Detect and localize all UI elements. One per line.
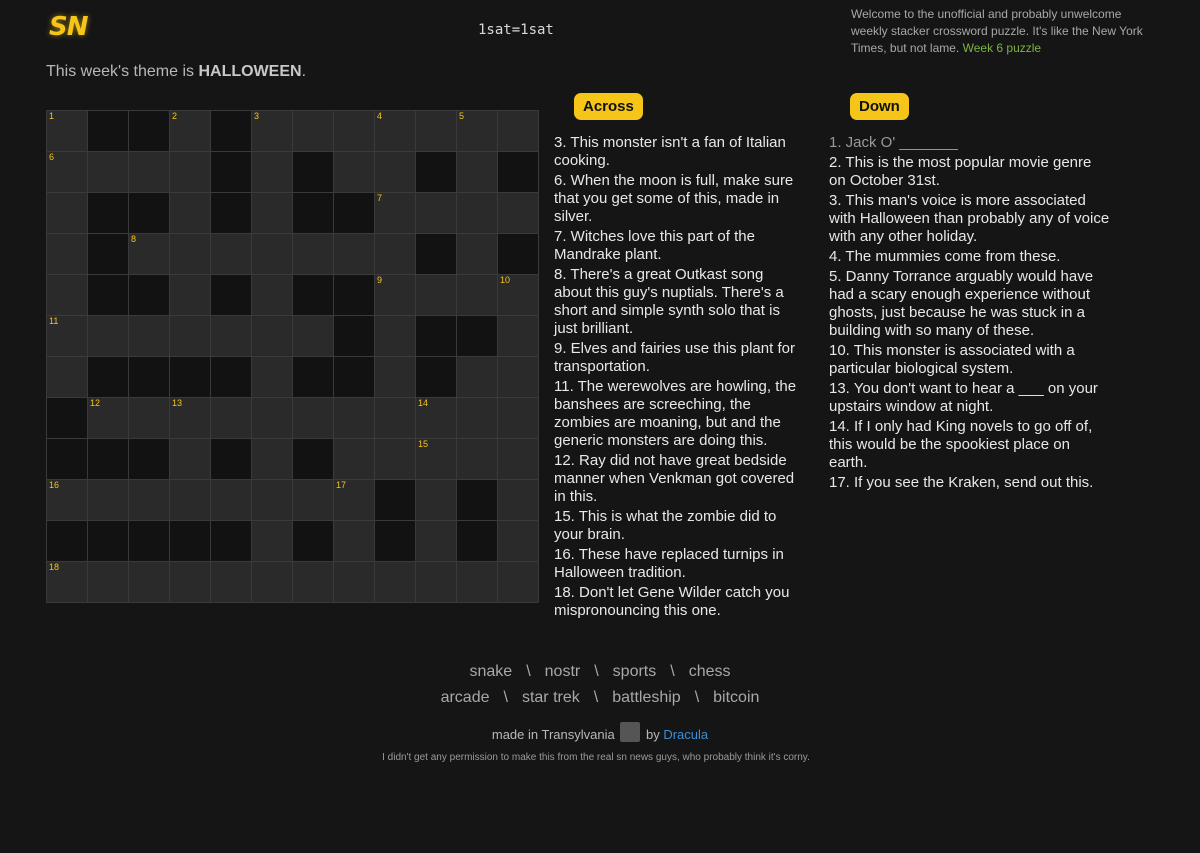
- grid-cell-blocked: [211, 439, 252, 480]
- grid-cell[interactable]: [457, 439, 498, 480]
- grid-cell[interactable]: [211, 480, 252, 521]
- grid-cell[interactable]: [211, 562, 252, 603]
- across-clue[interactable]: 6. When the moon is full, make sure that you get some of this, made in silver.: [554, 172, 794, 225]
- grid-cell[interactable]: [129, 234, 170, 275]
- by-text: by: [645, 727, 660, 742]
- clue-number: 2: [172, 111, 178, 121]
- grid-cell[interactable]: [170, 193, 211, 234]
- down-clue[interactable]: 3. This man's voice is more associated with Halloween than probably any of voice with any other holiday.: [829, 192, 1110, 245]
- grid-cell-blocked: [375, 480, 416, 521]
- grid-cell-blocked: [293, 152, 334, 193]
- grid-cell[interactable]: [170, 480, 211, 521]
- grid-cell[interactable]: [457, 398, 498, 439]
- grid-cell[interactable]: [498, 275, 539, 316]
- clue-number: 11: [49, 316, 59, 326]
- disclaimer: I didn't get any permission to make this from the real sn news guys, who probably think it's corny.: [382, 752, 810, 763]
- grid-cell-blocked: [334, 275, 375, 316]
- grid-cell[interactable]: [47, 357, 88, 398]
- grid-cell[interactable]: [375, 398, 416, 439]
- game-link[interactable]: arcade: [440, 689, 490, 706]
- grid-cell[interactable]: [375, 439, 416, 480]
- down-clue[interactable]: 13. You don't want to hear a ___ on your upstairs window at night.: [829, 380, 1098, 415]
- grid-cell[interactable]: [170, 152, 211, 193]
- grid-cell-blocked: [211, 193, 252, 234]
- grid-cell[interactable]: [457, 193, 498, 234]
- game-links-row-2: [0, 689, 1200, 707]
- grid-cell-blocked: [293, 439, 334, 480]
- grid-cell[interactable]: [334, 111, 375, 152]
- across-clue[interactable]: 16. These have replaced turnips in Halloween tradition.: [554, 546, 784, 581]
- grid-cell[interactable]: [498, 562, 539, 603]
- grid-cell[interactable]: [457, 562, 498, 603]
- grid-cell[interactable]: [47, 111, 88, 152]
- across-clue[interactable]: 18. Don't let Gene Wilder catch you mispronouncing this one.: [554, 584, 790, 619]
- author-link[interactable]: Dracula: [663, 727, 709, 742]
- down-clue[interactable]: 14. If I only had King novels to go off of, this would be the spookiest place on earth.: [829, 418, 1093, 471]
- grid-cell[interactable]: [252, 111, 293, 152]
- grid-cell[interactable]: [498, 316, 539, 357]
- grid-cell[interactable]: [88, 316, 129, 357]
- grid-cell-blocked: [47, 439, 88, 480]
- grid-cell[interactable]: [88, 398, 129, 439]
- puzzle-link[interactable]: Week 6 puzzle: [962, 41, 1042, 55]
- grid-cell[interactable]: [47, 275, 88, 316]
- grid-cell[interactable]: [88, 480, 129, 521]
- grid-cell[interactable]: [47, 193, 88, 234]
- grid-cell-blocked: [498, 234, 539, 275]
- grid-cell[interactable]: [498, 193, 539, 234]
- across-clue[interactable]: 11. The werewolves are howling, the banshees are screeching, the zombies are moaning, but and the generic monsters are doing this.: [554, 378, 797, 449]
- grid-cell[interactable]: [293, 234, 334, 275]
- across-clue[interactable]: 12. Ray did not have great bedside manner when Venkman got covered in this.: [554, 452, 795, 505]
- grid-cell[interactable]: [170, 398, 211, 439]
- grid-cell[interactable]: [416, 439, 457, 480]
- clue-number: 13: [172, 398, 183, 408]
- grid-cell[interactable]: [211, 234, 252, 275]
- grid-cell-blocked: [416, 152, 457, 193]
- game-link[interactable]: bitcoin: [713, 689, 760, 706]
- grid-cell[interactable]: [334, 152, 375, 193]
- grid-cell[interactable]: [498, 521, 539, 562]
- grid-cell-blocked: [88, 193, 129, 234]
- welcome-text: Welcome to the unofficial and probably unwelcome weekly stacker crossword puzzle. It's like the New York Times, but not lame.: [851, 7, 1143, 55]
- clue-number: 1: [49, 111, 55, 121]
- grid-cell[interactable]: [129, 316, 170, 357]
- grid-cell[interactable]: [129, 480, 170, 521]
- grid-cell-blocked: [334, 193, 375, 234]
- grid-cell[interactable]: [416, 275, 457, 316]
- grid-cell-blocked: [129, 111, 170, 152]
- down-clue[interactable]: 4. The mummies come from these.: [829, 248, 1061, 265]
- grid-cell[interactable]: [334, 234, 375, 275]
- grid-cell[interactable]: [498, 398, 539, 439]
- clue-number: 16: [49, 480, 60, 490]
- grid-cell-blocked: [88, 439, 129, 480]
- grid-cell-blocked: [375, 521, 416, 562]
- grid-cell[interactable]: [498, 357, 539, 398]
- across-clue[interactable]: 9. Elves and fairies use this plant for transportation.: [554, 340, 795, 375]
- grid-cell-blocked: [293, 275, 334, 316]
- grid-cell[interactable]: [252, 316, 293, 357]
- grid-cell[interactable]: [129, 562, 170, 603]
- grid-cell-blocked: [416, 316, 457, 357]
- grid-cell[interactable]: [334, 439, 375, 480]
- grid-cell-blocked: [211, 152, 252, 193]
- clue-number: 18: [49, 562, 60, 572]
- link-separator: \: [670, 663, 675, 680]
- grid-cell[interactable]: [170, 439, 211, 480]
- grid-cell[interactable]: [170, 562, 211, 603]
- made-in-text: made in Transylvania: [491, 727, 615, 742]
- grid-cell[interactable]: [334, 480, 375, 521]
- grid-cell-blocked: [129, 193, 170, 234]
- grid-cell[interactable]: [88, 562, 129, 603]
- grid-cell[interactable]: [252, 480, 293, 521]
- link-separator: \: [526, 663, 531, 680]
- grid-cell[interactable]: [334, 398, 375, 439]
- grid-cell-blocked: [498, 152, 539, 193]
- grid-cell[interactable]: [211, 316, 252, 357]
- grid-cell[interactable]: [375, 193, 416, 234]
- grid-cell[interactable]: [252, 152, 293, 193]
- theme-line: [46, 63, 306, 81]
- welcome-blurb: [851, 6, 1151, 57]
- grid-cell-blocked: [457, 521, 498, 562]
- grid-cell-blocked: [129, 521, 170, 562]
- clue-number: 15: [418, 439, 429, 449]
- clue-number: 14: [418, 398, 429, 408]
- clue-number: 3: [254, 111, 260, 121]
- grid-cell[interactable]: [293, 316, 334, 357]
- grid-cell-blocked: [211, 275, 252, 316]
- grid-cell[interactable]: [47, 234, 88, 275]
- across-clue[interactable]: 3. This monster isn't a fan of Italian cooking.: [554, 134, 786, 169]
- across-clue[interactable]: 15. This is what the zombie did to your brain.: [554, 508, 777, 543]
- dracula-avatar: [620, 722, 640, 742]
- grid-cell[interactable]: [375, 111, 416, 152]
- grid-cell[interactable]: [334, 562, 375, 603]
- game-links-row-1: [0, 663, 1200, 681]
- grid-cell-blocked: [457, 316, 498, 357]
- grid-cell[interactable]: [334, 521, 375, 562]
- down-header: Down: [850, 93, 909, 120]
- grid-cell[interactable]: [252, 439, 293, 480]
- theme-name: HALLOWEEN: [198, 63, 302, 80]
- grid-cell-blocked: [293, 357, 334, 398]
- down-clue[interactable]: 5. Danny Torrance arguably would have had a scary enough experience without ghosts, just because he was stuck in a building with so many of these.: [829, 268, 1094, 339]
- grid-cell[interactable]: [457, 111, 498, 152]
- game-link[interactable]: star trek: [521, 689, 580, 706]
- grid-cell[interactable]: [293, 111, 334, 152]
- clue-number: 7: [377, 193, 383, 203]
- clue-number: 5: [459, 111, 465, 121]
- grid-cell[interactable]: [457, 275, 498, 316]
- grid-cell-blocked: [170, 357, 211, 398]
- grid-cell-blocked: [88, 521, 129, 562]
- crossword-grid: [46, 110, 539, 603]
- grid-cell[interactable]: [252, 398, 293, 439]
- down-clue[interactable]: 10. This monster is associated with a particular biological system.: [829, 342, 1075, 377]
- game-link[interactable]: battleship: [612, 689, 681, 706]
- grid-cell[interactable]: [252, 562, 293, 603]
- grid-cell[interactable]: [252, 521, 293, 562]
- game-link[interactable]: snake: [469, 663, 513, 680]
- grid-cell[interactable]: [457, 357, 498, 398]
- grid-cell[interactable]: [88, 152, 129, 193]
- grid-cell[interactable]: [170, 316, 211, 357]
- grid-cell-blocked: [293, 193, 334, 234]
- clue-number: 9: [377, 275, 383, 285]
- grid-cell-blocked: [88, 357, 129, 398]
- grid-cell[interactable]: [170, 234, 211, 275]
- grid-cell-blocked: [170, 521, 211, 562]
- across-clue[interactable]: 7. Witches love this part of the Mandrake plant.: [554, 228, 755, 263]
- grid-cell[interactable]: [129, 398, 170, 439]
- grid-cell[interactable]: [457, 152, 498, 193]
- grid-cell[interactable]: [375, 275, 416, 316]
- grid-cell-blocked: [88, 275, 129, 316]
- link-separator: \: [694, 689, 700, 706]
- grid-cell-blocked: [129, 275, 170, 316]
- grid-cell-blocked: [293, 521, 334, 562]
- down-clue[interactable]: 17. If you see the Kraken, send out this.: [829, 474, 1094, 491]
- theme-suffix: .: [301, 63, 307, 80]
- made-in-line: [0, 722, 1200, 742]
- grid-cell[interactable]: [252, 193, 293, 234]
- grid-cell[interactable]: [170, 111, 211, 152]
- grid-cell-blocked: [47, 398, 88, 439]
- across-clues: [554, 134, 804, 622]
- grid-cell[interactable]: [47, 562, 88, 603]
- grid-cell[interactable]: [498, 480, 539, 521]
- grid-cell-blocked: [211, 357, 252, 398]
- grid-cell[interactable]: [416, 480, 457, 521]
- grid-cell[interactable]: [293, 398, 334, 439]
- clue-number: 10: [500, 275, 511, 285]
- grid-cell[interactable]: [252, 275, 293, 316]
- game-link[interactable]: nostr: [544, 663, 581, 680]
- grid-cell[interactable]: [293, 480, 334, 521]
- grid-cell[interactable]: [375, 357, 416, 398]
- down-clues: [829, 134, 1111, 494]
- grid-cell[interactable]: [416, 193, 457, 234]
- grid-cell[interactable]: [375, 316, 416, 357]
- grid-cell[interactable]: [211, 398, 252, 439]
- grid-cell-blocked: [334, 316, 375, 357]
- grid-cell[interactable]: [375, 152, 416, 193]
- grid-cell-blocked: [211, 521, 252, 562]
- grid-cell[interactable]: [129, 152, 170, 193]
- grid-cell-blocked: [457, 480, 498, 521]
- grid-cell[interactable]: [252, 357, 293, 398]
- grid-cell-blocked: [88, 111, 129, 152]
- grid-cell[interactable]: [416, 562, 457, 603]
- game-link[interactable]: sports: [612, 663, 657, 680]
- link-separator: \: [594, 663, 599, 680]
- down-clue[interactable]: 1. Jack O' _______: [829, 134, 958, 151]
- clue-number: 6: [49, 152, 55, 162]
- sat-rate: 1sat=1sat: [478, 22, 554, 38]
- grid-cell[interactable]: [416, 521, 457, 562]
- grid-cell-blocked: [334, 357, 375, 398]
- across-clue[interactable]: 8. There's a great Outkast song about this guy's nuptials. There's a short and simple synth solo that is just brilliant.: [554, 266, 784, 337]
- grid-cell-blocked: [416, 234, 457, 275]
- down-clue[interactable]: 2. This is the most popular movie genre on October 31st.: [829, 154, 1092, 189]
- grid-cell-blocked: [416, 357, 457, 398]
- grid-cell-blocked: [47, 521, 88, 562]
- clue-number: 4: [377, 111, 383, 121]
- grid-cell[interactable]: [375, 234, 416, 275]
- grid-cell-blocked: [88, 234, 129, 275]
- grid-cell-blocked: [211, 111, 252, 152]
- link-separator: \: [593, 689, 599, 706]
- clue-number: 8: [131, 234, 137, 244]
- across-header: Across: [574, 93, 643, 120]
- grid-cell[interactable]: [416, 398, 457, 439]
- clue-number: 12: [90, 398, 101, 408]
- grid-cell-blocked: [129, 439, 170, 480]
- grid-cell-blocked: [129, 357, 170, 398]
- sn-logo[interactable]: SN: [49, 12, 88, 42]
- grid-cell[interactable]: [457, 234, 498, 275]
- link-separator: \: [503, 689, 508, 706]
- grid-cell[interactable]: [252, 234, 293, 275]
- grid-cell[interactable]: [416, 111, 457, 152]
- grid-cell[interactable]: [293, 562, 334, 603]
- grid-cell[interactable]: [498, 439, 539, 480]
- theme-prefix: This week's theme is: [46, 63, 194, 80]
- grid-cell[interactable]: [498, 111, 539, 152]
- clue-number: 17: [336, 480, 347, 490]
- grid-cell[interactable]: [47, 480, 88, 521]
- grid-cell[interactable]: [375, 562, 416, 603]
- grid-cell[interactable]: [47, 152, 88, 193]
- game-link[interactable]: chess: [688, 663, 731, 680]
- grid-cell[interactable]: [170, 275, 211, 316]
- grid-cell[interactable]: [47, 316, 88, 357]
